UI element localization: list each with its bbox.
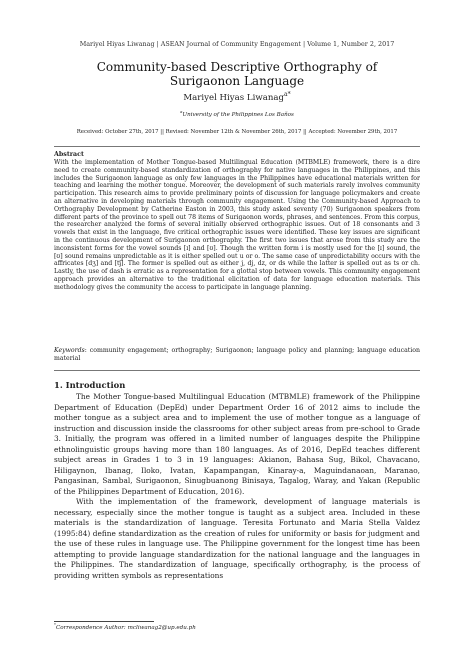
article-title: Community-based Descriptive Orthography of Surigaonon Language: [96, 60, 378, 88]
affiliation: [0, 109, 474, 118]
keywords-text: : community engagement; orthography; Surigaonon; language policy and planning; language education material: [54, 347, 420, 362]
author-name: Mariyel Hiyas Liwanag: [183, 93, 285, 103]
keywords: [54, 347, 420, 363]
keywords-label: Keywords: [54, 347, 85, 354]
abstract-bottom-rule: [54, 370, 420, 371]
author-marks: a*: [284, 91, 291, 99]
intro-paragraph-1: The Mother Tongue-based Multilingual Education (MTBMLE) framework of the Philippine Department of Education (DepEd) under Department Order 16 of 2012 aims to include the mother tongue as a subject area and to implement the use of mother tongue as a language of instruction and discussion inside the classrooms for other subject areas from pre-school to Grade 3. Initially, the program was offered in a limited number of languages despite the Philippine ethnolinguistic groups having more than 180 languages. As of 2016, DepEd teaches different subject areas in Grades 1 to 3 in 19 languages: Akianon, Bahasa Sug, Bikol, Chavacano, Hiligaynon, Ibanag, Iloko, Ivatan, Kapampangan, Kinaray-a, Maguindanaoan, Maranao, Pangasinan, Sambal, Surigaonon, Sinugbuanong Binisaya, Tagalog, Waray, and Yakan (Republic of the Philippines Department of Education, 2016).: [54, 392, 420, 496]
footnote: [54, 622, 196, 631]
introduction-body: [54, 392, 420, 581]
abstract-heading: Abstract: [54, 151, 84, 158]
abstract-body: With the implementation of Mother Tongue-based Multilingual Education (MTBMLE) framework, there is a dire need to create community-based standardization of orthography for native languages in the Philippines, and this includes the Surigaonon language as only few languages in the Philippines have educational materials written for teaching and learning the mother tongue. Moreover, the development of such materials rarely involves community participation. This research aims to provide preliminary points of discussion for language policymakers and create an alternative in developing materials through community engagement. Using the Community-based Approach to Orthography Development by Catherine Easton in 2003, this study asked seventy (70) Surigaonon speakers from different parts of the province to spell out 78 items of Surigaonon words, phrases, and sentences. From this corpus, the researcher analyzed the forms of several initially observed orthographic issues. Out of 18 consonants and 3 vowels that exist in the language, five critical orthographic issues were identified. These key issues are significant in the continuous development of Surigaonon orthography. The first two issues that arose from this study are the inconsistent forms for the vowel sounds [ɪ] and [ʊ]. Though the written form i is mostly used for the [ɪ] sound, the [ʊ] sound remains unpredictable as it is either spelled out u or o. The same case of unpredictability occurs with the affricates [dʒ] and [tʃ]. The former is spelled out as either j, dj, dz, or ds while the latter is spelled out as ts or ch. Lastly, the use of dash is erratic as a representation for a glottal stop between vowels. This community engagement approach provides an alternative to the traditional elicitation of data for language education materials. This methodology gives the community the access to participate in language planning.: [54, 159, 420, 291]
author-line: [0, 93, 474, 103]
intro-paragraph-2: With the implementation of the framework, development of language materials is necessary, especially since the mother tongue is taught as a subject area. Included in these materials is the standardization of language. Teresita Fortunato and Maria Stella Valdez (1995:84) define standardization as the creation of rules for uniformity or basis for judgment and the use of these rules in language use. The Philippine government for the longest time has been attempting to provide language standardization for the national language and the languages in the Philippines. The standardization of language, specifically orthography, is the process of providing written symbols as representations: [54, 497, 420, 580]
abstract-top-rule: [54, 146, 420, 147]
footnote-mark: *: [54, 622, 56, 628]
introduction-heading: 1. Introduction: [54, 380, 126, 390]
footnote-rule: [54, 621, 154, 622]
submission-dates: Received: October 27th, 2017 || Revised: November 12th & November 26th, 2017 || Accepted: November 29th, 2017: [76, 129, 398, 135]
affiliation-text: University of the Philippines Los Baños: [182, 112, 294, 118]
affiliation-mark: a: [180, 109, 183, 115]
footnote-text: Correspondence Author: mcliwanag2@up.edu.ph: [55, 625, 196, 631]
running-header: Mariyel Hiyas Liwanag | ASEAN Journal of Community Engagement | Volume 1, Number 2, 2017: [79, 40, 395, 48]
